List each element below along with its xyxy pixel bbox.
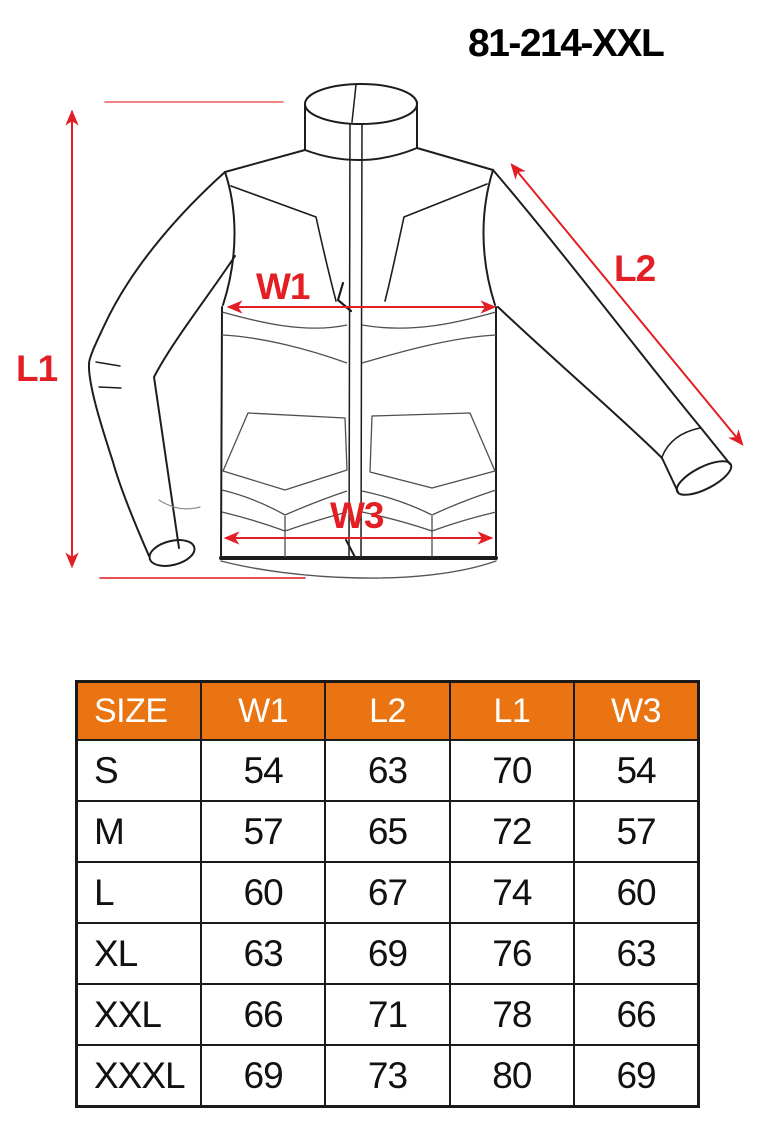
jacket-outline (89, 84, 736, 578)
size-cell: 72 (450, 801, 574, 862)
size-cell: 69 (325, 923, 449, 984)
size-row-s (77, 740, 699, 801)
size-cell: 74 (450, 862, 574, 923)
dimension-l1-label: L1 (16, 348, 58, 389)
size-row-xxl (77, 984, 699, 1045)
pocket-left (222, 413, 347, 557)
size-cell: 63 (325, 740, 449, 801)
column-header-l2: L2 (325, 682, 449, 741)
size-label: XXL (77, 984, 201, 1045)
size-table-header-row (77, 682, 699, 741)
zipper (338, 124, 362, 559)
size-cell: 57 (201, 801, 325, 862)
size-table (75, 680, 700, 1108)
size-cell: 63 (201, 923, 325, 984)
size-cell: 57 (574, 801, 698, 862)
dimension-w1-label: W1 (256, 266, 310, 307)
size-label: XL (77, 923, 201, 984)
size-label: S (77, 740, 201, 801)
size-cell: 60 (574, 862, 698, 923)
dimension-w3-label: W3 (330, 495, 384, 536)
dimension-l2-arrow (512, 165, 742, 444)
size-cell: 69 (574, 1045, 698, 1107)
right-sleeve (493, 170, 736, 501)
size-cell: 54 (201, 740, 325, 801)
hem (221, 558, 496, 578)
size-row-l (77, 862, 699, 923)
size-cell: 70 (450, 740, 574, 801)
size-cell: 76 (450, 923, 574, 984)
size-label: L (77, 862, 201, 923)
size-label: XXXL (77, 1045, 201, 1107)
size-cell: 66 (574, 984, 698, 1045)
size-cell: 69 (201, 1045, 325, 1107)
size-row-m (77, 801, 699, 862)
size-row-xl (77, 923, 699, 984)
size-cell: 67 (325, 862, 449, 923)
column-header-l1: L1 (450, 682, 574, 741)
collar (305, 84, 417, 160)
size-cell: 80 (450, 1045, 574, 1107)
size-cell: 71 (325, 984, 449, 1045)
product-code-title: 81-214-XXL (468, 22, 664, 65)
size-cell: 66 (201, 984, 325, 1045)
size-cell: 63 (574, 923, 698, 984)
size-cell: 78 (450, 984, 574, 1045)
dimension-l2-label: L2 (614, 248, 656, 289)
column-header-size: SIZE (77, 682, 201, 741)
size-label: M (77, 801, 201, 862)
size-cell: 73 (325, 1045, 449, 1107)
size-row-xxxl (77, 1045, 699, 1107)
size-cell: 60 (201, 862, 325, 923)
column-header-w1: W1 (201, 682, 325, 741)
left-sleeve (89, 172, 235, 570)
size-cell: 65 (325, 801, 449, 862)
column-header-w3: W3 (574, 682, 698, 741)
size-cell: 54 (574, 740, 698, 801)
dimension-labels (16, 248, 656, 536)
